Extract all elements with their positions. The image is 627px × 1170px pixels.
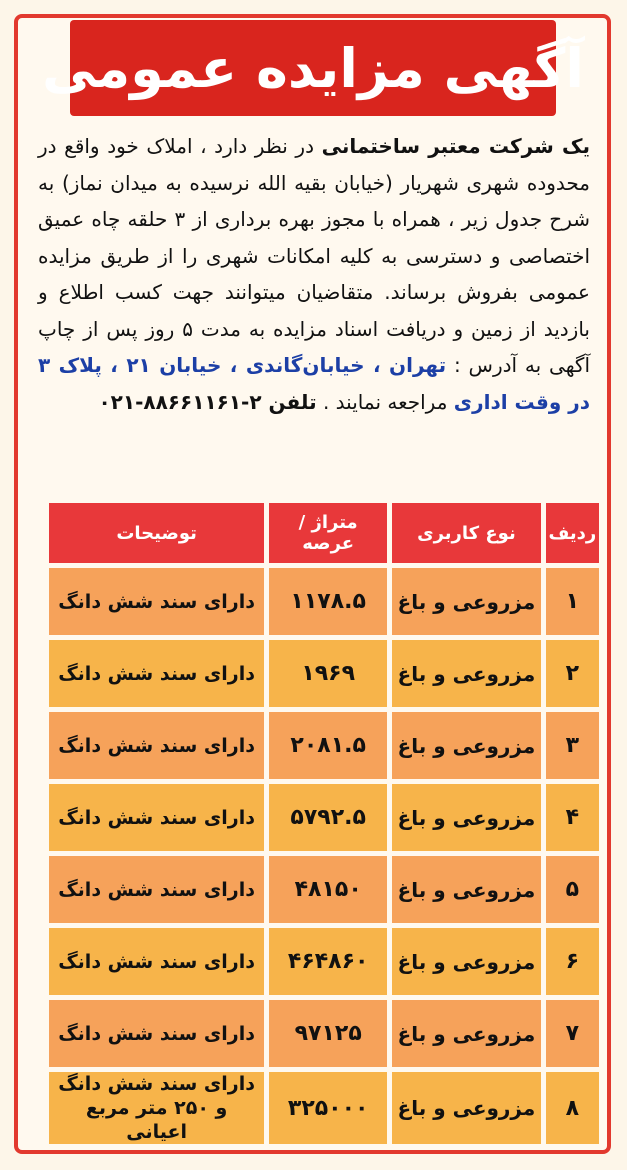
- description: دارای سند شش دانگ و ۲۵۰ متر مربع اعیانی: [49, 1072, 264, 1144]
- auction-table: [44, 498, 604, 1149]
- ad-title: آگهی مزایده عمومی: [70, 20, 556, 116]
- row-number: ۷: [546, 1000, 599, 1067]
- table-row: [49, 1072, 599, 1144]
- area-value: ۴۶۴۸۶۰: [269, 928, 387, 995]
- table-row: [49, 640, 599, 707]
- description: دارای سند شش دانگ: [49, 856, 264, 923]
- body-text-2: مراجعه نمایند .: [316, 389, 454, 414]
- row-number: ۲: [546, 640, 599, 707]
- usage-type: مزروعی و باغ: [392, 784, 541, 851]
- usage-type: مزروعی و باغ: [392, 856, 541, 923]
- description: دارای سند شش دانگ: [49, 1000, 264, 1067]
- usage-type: مزروعی و باغ: [392, 928, 541, 995]
- table-row: [49, 712, 599, 779]
- usage-type: مزروعی و باغ: [392, 1072, 541, 1144]
- ad-body: [38, 128, 590, 420]
- area-value: ۲۰۸۱.۵: [269, 712, 387, 779]
- row-number: ۱: [546, 568, 599, 635]
- description: دارای سند شش دانگ: [49, 928, 264, 995]
- company-name: یک شرکت معتبر ساختمانی: [321, 134, 590, 158]
- header-usage-type: نوع کاربری: [392, 503, 541, 563]
- header-description: توضیحات: [49, 503, 264, 563]
- body-text-1: در نظر دارد ، املاک خود واقع در محدوده شهری شهریار (خیابان بقیه الله نرسیده به میدان نماز) به شرح جدول زیر ، همراه با مجوز بهره برداری از ۳ حلقه چاه عمیق اختصاصی و دسترسی به کلیه امکانات شهری را از طریق مزایده عمومی بفروش برساند. متقاضیان میتوانند جهت کسب اطلاع و بازدید از زمین و دریافت اسناد مزایده به مدت ۵ روز پس از چاپ آگهی به آدرس :: [38, 134, 591, 377]
- row-number: ۶: [546, 928, 599, 995]
- area-value: ۹۷۱۲۵: [269, 1000, 387, 1067]
- table-row: [49, 784, 599, 851]
- area-value: ۱۱۷۸.۵: [269, 568, 387, 635]
- usage-type: مزروعی و باغ: [392, 568, 541, 635]
- table-row: [49, 856, 599, 923]
- table-row: [49, 1000, 599, 1067]
- address: تهران ، خیابان‌گاندی ، خیابان ۲۱ ، پلاک ۳ در وقت اداری: [38, 353, 590, 414]
- area-value: ۳۲۵۰۰۰: [269, 1072, 387, 1144]
- area-value: ۵۷۹۲.۵: [269, 784, 387, 851]
- phone-number: تلفن ۲-۸۸۶۶۱۱۶۱-۰۲۱: [98, 389, 317, 414]
- usage-type: مزروعی و باغ: [392, 712, 541, 779]
- row-number: ۴: [546, 784, 599, 851]
- description: دارای سند شش دانگ: [49, 640, 264, 707]
- description: دارای سند شش دانگ: [49, 784, 264, 851]
- header-row-number: ردیف: [546, 503, 599, 563]
- usage-type: مزروعی و باغ: [392, 640, 541, 707]
- table-header-row: [49, 503, 599, 563]
- row-number: ۳: [546, 712, 599, 779]
- header-area: متراژ / عرصه: [269, 503, 387, 563]
- usage-type: مزروعی و باغ: [392, 1000, 541, 1067]
- row-number: ۵: [546, 856, 599, 923]
- table-row: [49, 568, 599, 635]
- table-row: [49, 928, 599, 995]
- description: دارای سند شش دانگ: [49, 712, 264, 779]
- area-value: ۴۸۱۵۰: [269, 856, 387, 923]
- description: دارای سند شش دانگ: [49, 568, 264, 635]
- area-value: ۱۹۶۹: [269, 640, 387, 707]
- row-number: ۸: [546, 1072, 599, 1144]
